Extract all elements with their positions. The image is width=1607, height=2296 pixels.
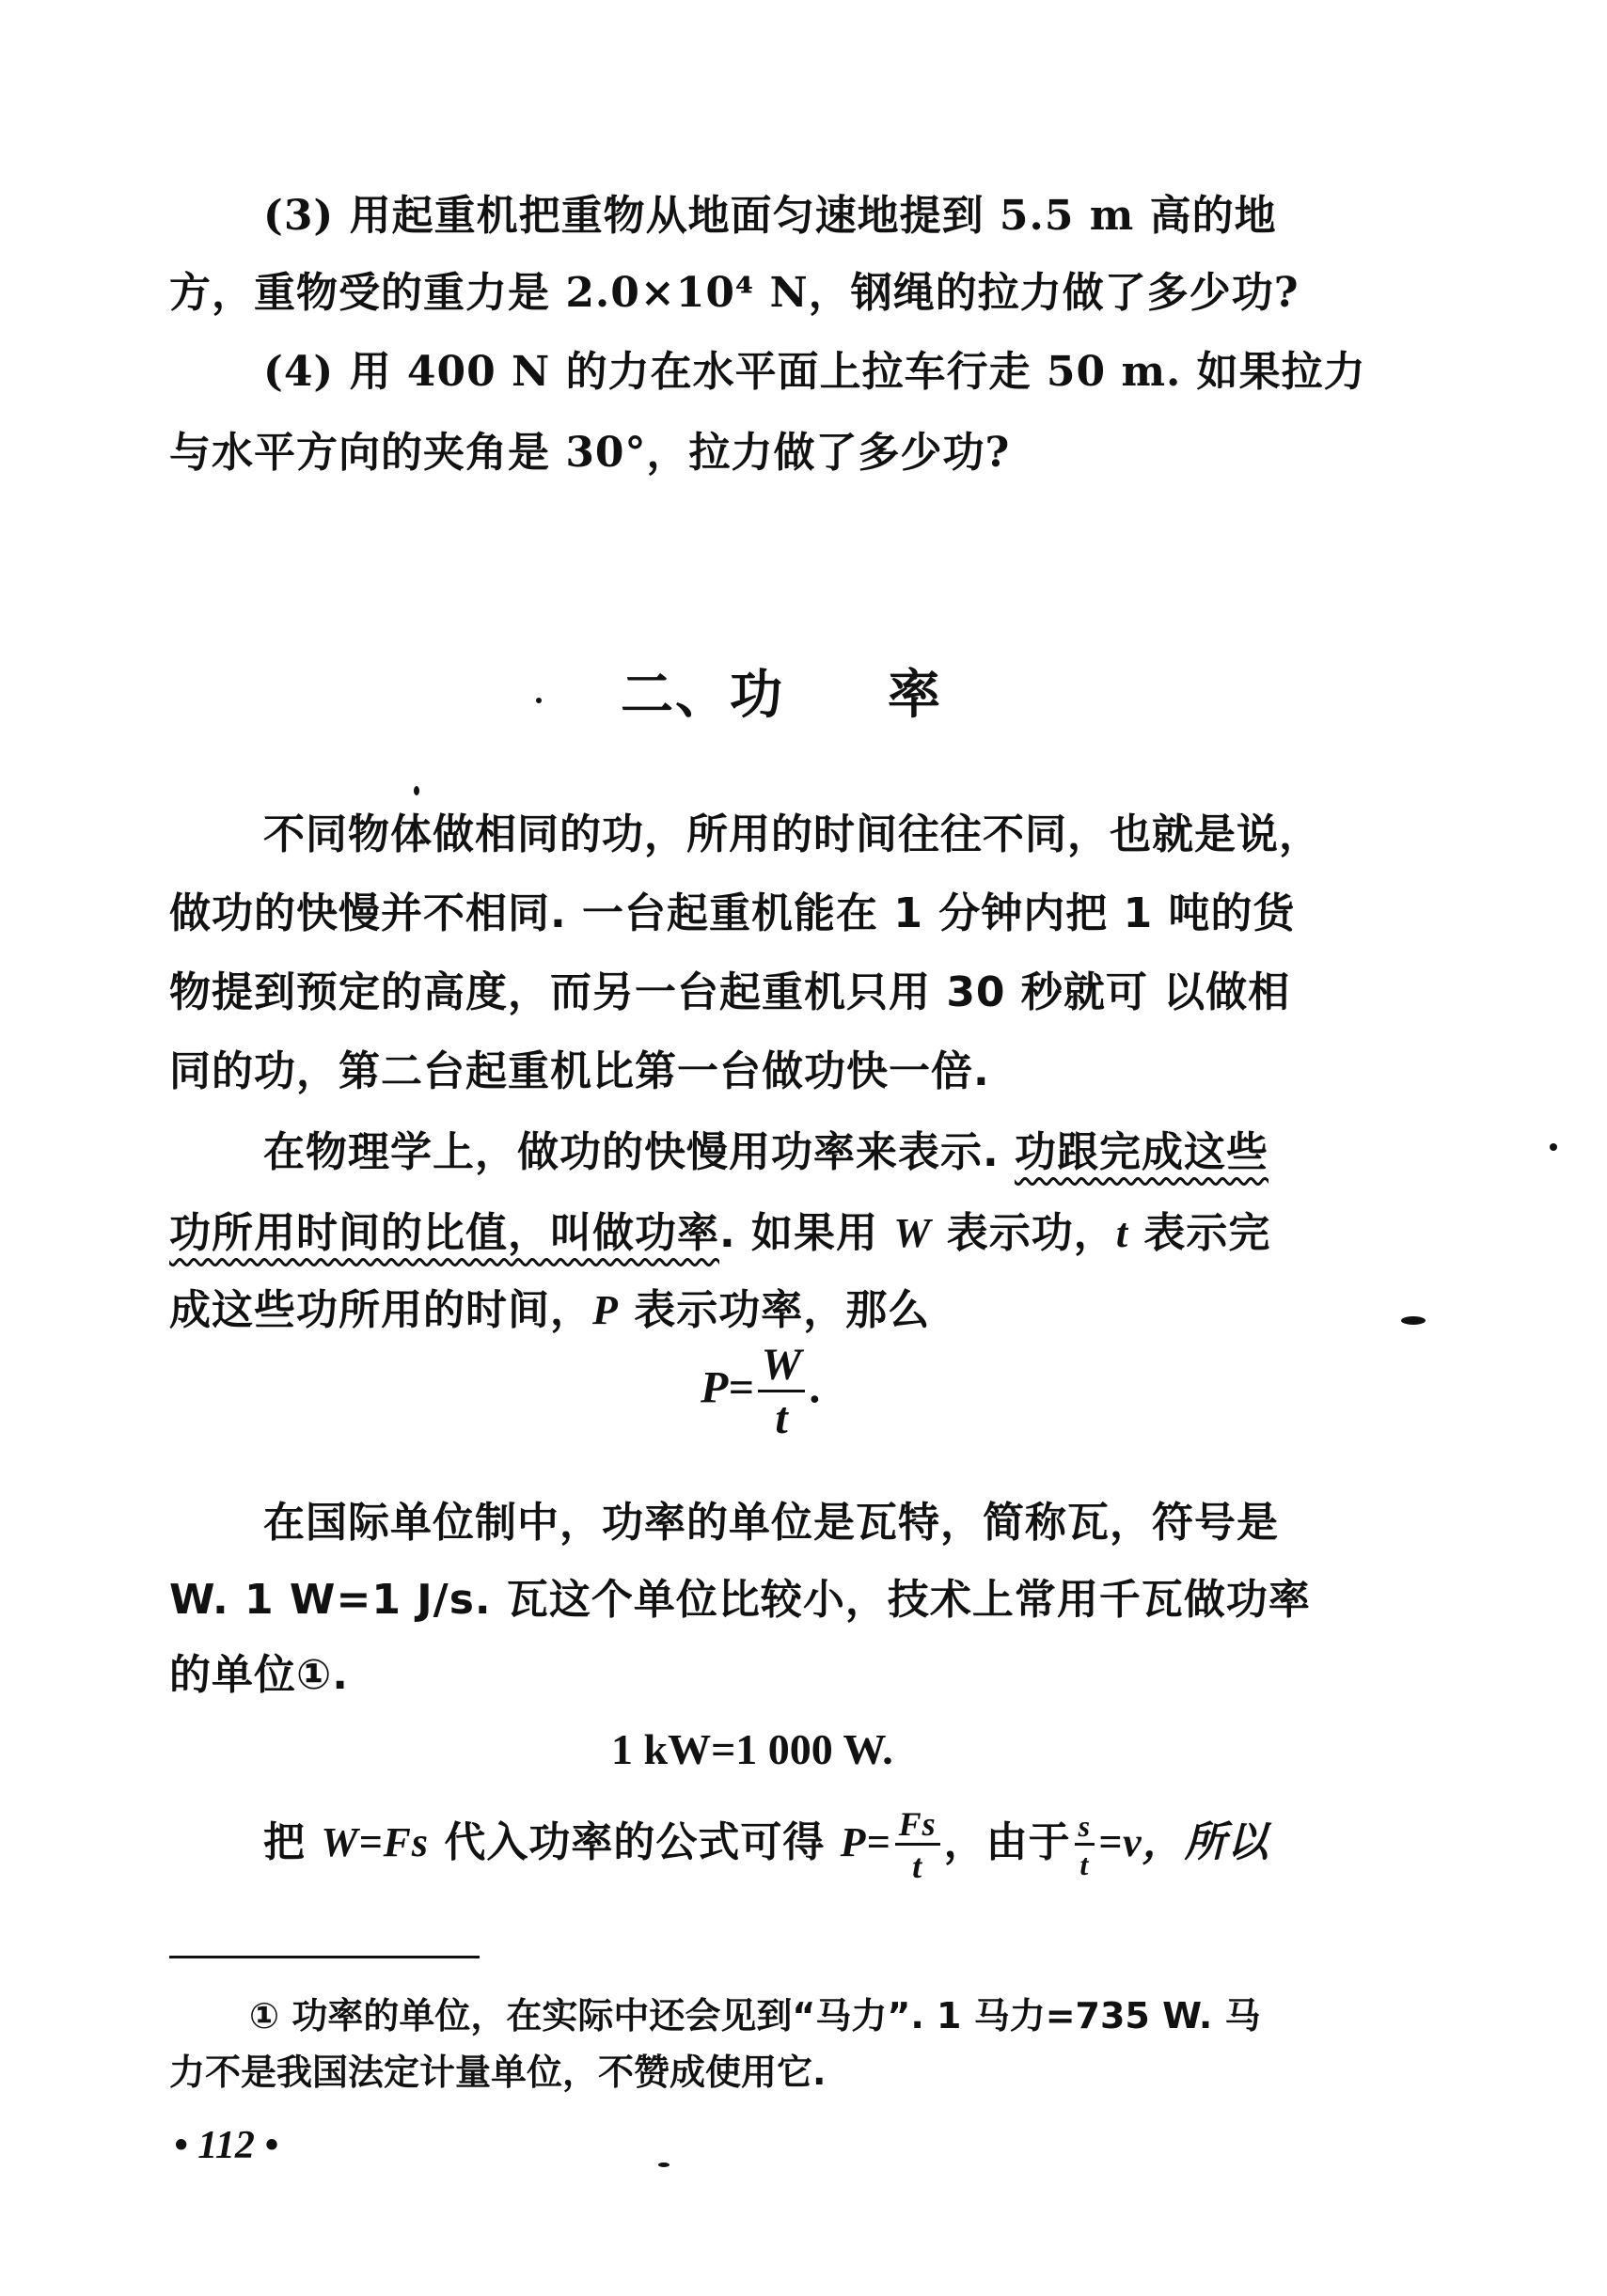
paragraph-4-line-1 xyxy=(263,1805,1505,1883)
text-run: 表示完 xyxy=(1128,1209,1271,1257)
power-formula xyxy=(701,1340,821,1443)
text-run: =v，所以 xyxy=(1098,1819,1269,1865)
exercise-4-line-2: 与水平方向的夹角是 30°，拉力做了多少功? xyxy=(169,429,1011,477)
scan-speck xyxy=(658,2162,670,2167)
symbol-t: t xyxy=(1115,1210,1129,1256)
definition-emphasis: 功跟完成这些 xyxy=(1015,1128,1269,1176)
text-run: 在物理学上，做功的快慢用功率来表示. xyxy=(263,1128,1016,1176)
section-title-char: 率 xyxy=(888,665,942,726)
paragraph-1-line-4: 同的功，第二台起重机比第一台做功快一倍. xyxy=(169,1047,990,1095)
text-run: 表示功， xyxy=(931,1209,1116,1257)
scan-speck xyxy=(1401,1316,1426,1325)
kilowatt-formula: 1 kW=1 000 W. xyxy=(611,1725,893,1773)
text-run: 成这些功所用的时间， xyxy=(169,1286,592,1334)
denominator: t xyxy=(1079,1847,1090,1881)
page-number: • 112 • xyxy=(174,2124,279,2167)
text-run: ，由于 xyxy=(943,1818,1071,1866)
paragraph-3-line-1: 在国际单位制中，功率的单位是瓦特，简称瓦，符号是 xyxy=(263,1499,1279,1547)
scan-speck xyxy=(536,698,542,703)
text-run: 表示功率，那么 xyxy=(618,1286,931,1334)
paragraph-2-line-1 xyxy=(263,1124,1505,1181)
numerator: W xyxy=(758,1343,806,1392)
numerator: Fs xyxy=(895,1807,940,1846)
paragraph-1-line-3: 物提到预定的高度，而另一台起重机只用 30 秒就可 以做相 xyxy=(169,968,1291,1016)
paragraph-3-line-3: 的单位①. xyxy=(169,1651,349,1699)
paragraph-2-line-3 xyxy=(169,1282,1410,1339)
denominator: t xyxy=(775,1393,788,1443)
paragraph-1-line-2: 做功的快慢并不相同. 一台起重机能在 1 分钟内把 1 吨的货 xyxy=(169,889,1296,937)
scan-speck xyxy=(414,786,419,795)
footnote-line-2: 力不是我国法定计量单位，不赞成使用它. xyxy=(169,2052,827,2093)
numerator: s xyxy=(1075,1811,1095,1846)
paragraph-1-line-1: 不同物体做相同的功，所用的时间往往不同，也就是说， xyxy=(263,810,1321,858)
formula-lhs: P= xyxy=(840,1819,891,1865)
section-number: 二、功 xyxy=(621,665,784,726)
denominator: t xyxy=(912,1847,923,1885)
paragraph-2-line-2 xyxy=(169,1205,1410,1262)
section-heading xyxy=(621,653,942,729)
work-equation: W=Fs xyxy=(321,1819,429,1865)
paragraph-3-line-2: W. 1 W=1 J/s. 瓦这个单位比较小，技术上常用千瓦做功率 xyxy=(169,1576,1311,1624)
symbol-W: W xyxy=(893,1210,932,1256)
exercise-4-line-1: (4) 用 400 N 的力在水平面上拉车行走 50 m. 如果拉力 xyxy=(263,348,1366,396)
fraction xyxy=(758,1340,806,1443)
text-run: . 如果用 xyxy=(719,1209,894,1257)
exercise-3-line-1: (3) 用起重机把重物从地面匀速地提到 5.5 m 高的地 xyxy=(263,192,1277,240)
footnote-rule xyxy=(169,1956,480,1958)
fraction-s-over-t xyxy=(1075,1808,1095,1881)
footnote-line-1: ① 功率的单位，在实际中还会见到“马力”. 1 马力=735 W. 马 xyxy=(249,1995,1261,2037)
period: . xyxy=(809,1362,821,1413)
exercise-3-line-2: 方，重物受的重力是 2.0×10⁴ N，钢绳的拉力做了多少功? xyxy=(169,269,1300,317)
scan-speck xyxy=(1550,1143,1557,1151)
formula-lhs: P= xyxy=(701,1362,754,1413)
definition-emphasis: 功所用时间的比值，叫做功率 xyxy=(169,1209,719,1257)
text-run: 把 xyxy=(263,1818,322,1866)
text-run: 代入功率的公式可得 xyxy=(429,1818,841,1866)
symbol-P: P xyxy=(592,1287,619,1333)
fraction-fs-over-t xyxy=(895,1804,940,1885)
